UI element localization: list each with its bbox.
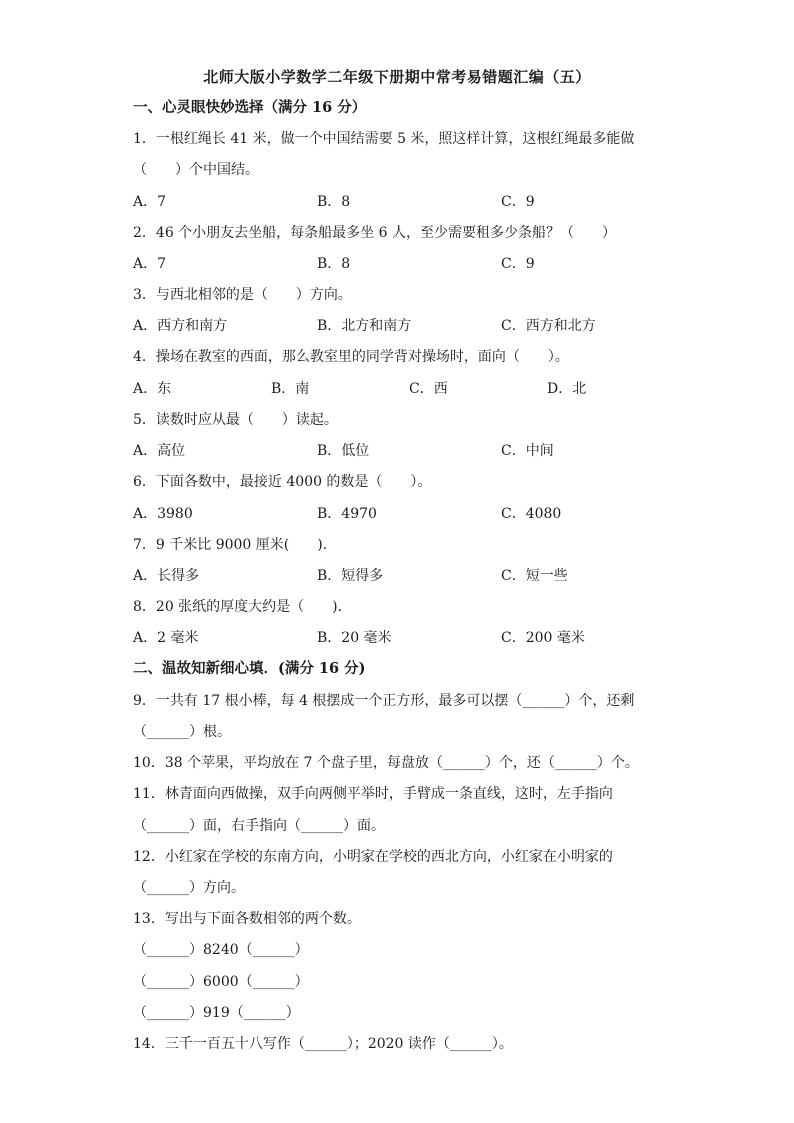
question-8-option-c: C．200 毫米: [501, 630, 585, 646]
question-8-option-a: A．2 毫米: [133, 630, 199, 646]
question-12-stem-cont: （______）方向。: [133, 880, 245, 896]
question-13-row-1: （______）8240（______）: [133, 942, 309, 958]
question-4-option-c: C．西: [409, 381, 448, 397]
question-11-stem-cont: （______）面，右手指向（______）面。: [133, 818, 385, 834]
question-9-stem-cont: （______）根。: [133, 724, 231, 740]
question-8-option-b: B．20 毫米: [317, 630, 392, 646]
question-3-stem: 3．与西北相邻的是（ ）方向。: [133, 287, 352, 303]
question-7-option-c: C．短一些: [501, 568, 568, 584]
question-5-option-c: C．中间: [501, 443, 554, 459]
question-7-option-b: B．短得多: [317, 568, 384, 584]
section-fill-heading: 二、温故知新细心填．(满分 16 分): [133, 660, 366, 677]
question-8-stem: 8．20 张纸的厚度大约是（ )．: [133, 599, 352, 615]
question-4-stem: 4．操场在教室的西面，那么教室里的同学背对操场时，面向（ ）。: [133, 349, 569, 365]
question-13-row-2: （______）6000（______）: [133, 974, 309, 990]
question-1-option-a: A．7: [133, 194, 167, 210]
question-14-stem: 14．三千一百五十八写作（______）；2020 读作（______）。: [133, 1036, 513, 1052]
question-2-option-b: B．8: [317, 256, 351, 272]
question-5-stem: 5．读数时应从最（ ）读起。: [133, 412, 338, 428]
question-13-row-3: （______）919（______）: [133, 1005, 300, 1021]
question-2-option-a: A．7: [133, 256, 167, 272]
question-1-option-c: C．9: [501, 194, 535, 210]
question-3-option-c: C．西方和北方: [501, 318, 596, 334]
question-3-option-a: A．西方和南方: [133, 318, 228, 334]
question-11-stem: 11．林青面向西做操，双手向两侧平举时，手臂成一条直线，这时，左手指向: [133, 786, 613, 802]
question-1-option-b: B．8: [317, 194, 351, 210]
question-2-option-c: C．9: [501, 256, 535, 272]
question-5-option-b: B．低位: [317, 443, 370, 459]
question-7-stem: 7．9 千米比 9000 厘米( )．: [133, 537, 337, 553]
question-1-stem: 1．一根红绳长 41 米，做一个中国结需要 5 米，照这样计算，这根红绳最多能做: [133, 131, 635, 147]
question-10-stem: 10．38 个苹果，平均放在 7 个盘子里，每盘放（______）个，还（______）个。: [133, 755, 639, 771]
question-7-option-a: A．长得多: [133, 568, 200, 584]
question-13-stem: 13．写出与下面各数相邻的两个数。: [133, 911, 361, 927]
question-6-stem: 6．下面各数中，最接近 4000 的数是（ ）。: [133, 474, 432, 490]
question-1-stem-cont: （ ）个中国结。: [133, 162, 259, 178]
question-9-stem: 9．一共有 17 根小棒，每 4 根摆成一个正方形，最多可以摆（______）个，还剩: [133, 693, 635, 709]
question-2-stem: 2．46 个小朋友去坐船，每条船最多坐 6 人，至少需要租多少条船？（ ）: [133, 225, 616, 241]
question-4-option-a: A．东: [133, 381, 172, 397]
question-6-option-b: B．4970: [317, 506, 377, 522]
question-4-option-b: B．南: [271, 381, 310, 397]
question-12-stem: 12．小红家在学校的东南方向，小明家在学校的西北方向，小红家在小明家的: [133, 849, 613, 865]
section-choice-heading: 一、心灵眼快妙选择（满分 16 分）: [133, 99, 367, 116]
question-3-option-b: B．北方和南方: [317, 318, 412, 334]
question-6-option-a: A．3980: [133, 506, 193, 522]
question-4-option-d: D．北: [547, 381, 587, 397]
question-6-option-c: C．4080: [501, 506, 562, 522]
page-title: 北师大版小学数学二年级下册期中常考易错题汇编（五）: [203, 68, 591, 86]
question-5-option-a: A．高位: [133, 443, 186, 459]
